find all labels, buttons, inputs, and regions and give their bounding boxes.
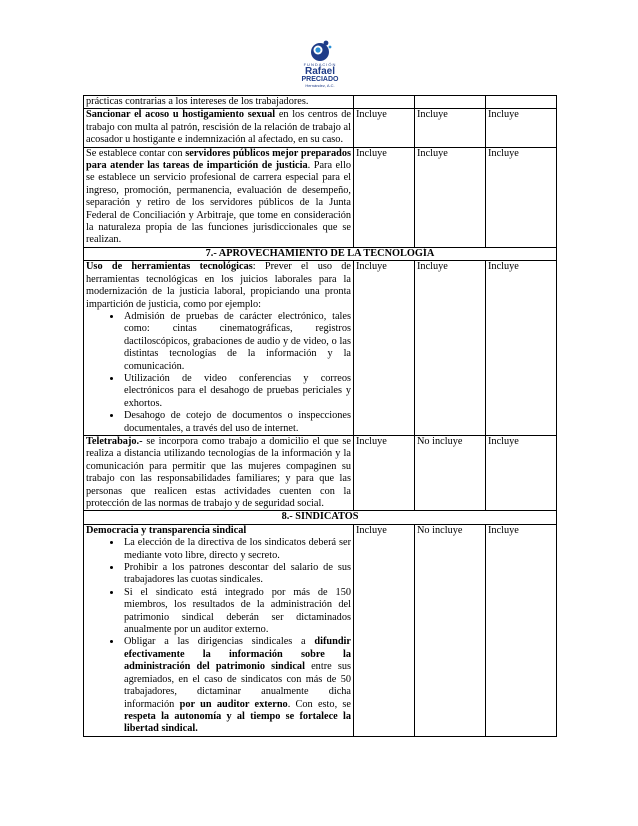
logo-line1: FUNDACIÓN xyxy=(303,62,337,67)
cell-status: Incluye xyxy=(354,147,415,247)
cell-empty xyxy=(486,96,557,109)
cell-status: No incluye xyxy=(415,435,486,510)
row-text: en los centros de trabajo con multa al patrón, rescisión de la relación de trabajo al acosador u hostigante e indemnización al afectado, en su caso. xyxy=(86,109,351,146)
cell-status: Incluye xyxy=(415,109,486,147)
cell-status: Incluye xyxy=(486,524,557,736)
list-item: • Desahogo de cotejo de documentos o inspecciones documentales, a través del uso de internet. xyxy=(122,410,351,435)
cell-status: Incluye xyxy=(486,147,557,247)
cell-empty xyxy=(415,96,486,109)
cell-status: Incluye xyxy=(486,435,557,510)
foundation-logo xyxy=(290,38,350,90)
logo-line2: Rafael xyxy=(304,66,335,77)
table-row xyxy=(84,96,557,109)
list-item: • Utilización de video conferencias y correos electrónicos para el desahogo de pruebas periciales y exhortos. xyxy=(122,373,351,410)
item-bold: difundir efectivamente la información sobre la administración del patrimonio sindical xyxy=(124,636,351,673)
cell-status: Incluye xyxy=(354,435,415,510)
row-text: se incorpora como trabajo a domicilio el que se realiza a distancia utilizando tecnologías de la información y la comunicación para permitir que las mujeres compaginen su trabajo con las responsabilidades familiares; y para que las personas que realicen estas actividades cuenten con la protección de las normas de trabajo y de seguridad social. xyxy=(86,435,351,509)
cell-status: Incluye xyxy=(354,261,415,436)
item-bold: por un auditor externo xyxy=(179,698,288,710)
row-description xyxy=(84,261,354,436)
row-heading: Democracia y transparencia sindical xyxy=(86,524,247,536)
logo-line4: Hernández, A.C. xyxy=(305,83,335,88)
section-title: 8.- SINDICATOS xyxy=(84,511,557,524)
table-row xyxy=(84,524,557,736)
row-bold: Uso de herramientas tecnológicas xyxy=(86,261,253,273)
row-text: Se establece contar con xyxy=(86,147,186,159)
section-header-row xyxy=(84,511,557,524)
cell-status: Incluye xyxy=(415,261,486,436)
cell-empty xyxy=(354,96,415,109)
row-description xyxy=(84,147,354,247)
row-description xyxy=(84,435,354,510)
row-description xyxy=(84,96,354,109)
comparison-table xyxy=(83,95,557,737)
list-item xyxy=(122,636,351,735)
table-row xyxy=(84,261,557,436)
bullet-list xyxy=(86,311,351,435)
cell-status: No incluye xyxy=(415,524,486,736)
row-text: prácticas contrarias a los intereses de los trabajadores. xyxy=(86,96,309,107)
table-row xyxy=(84,435,557,510)
table-row xyxy=(84,109,557,147)
logo-line3: PRECIADO xyxy=(301,76,339,83)
cell-status: Incluye xyxy=(354,109,415,147)
cell-status: Incluye xyxy=(486,109,557,147)
row-description xyxy=(84,524,354,736)
item-text: . Con esto, se xyxy=(287,698,351,710)
section-title: 7.- APROVECHAMIENTO DE LA TECNOLOGÍA xyxy=(84,247,557,260)
row-bold: servidores públicos mejor preparados para atender las tareas de impartición de justicia xyxy=(86,147,351,172)
cell-status: Incluye xyxy=(486,261,557,436)
cell-status: Incluye xyxy=(415,147,486,247)
row-bold: Teletrabajo.- xyxy=(86,435,143,447)
row-bold: Sancionar el acoso u hostigamiento sexual xyxy=(86,109,276,121)
list-item: • La elección de la directiva de los sindicatos deberá ser mediante voto libre, directo y secreto. xyxy=(122,537,351,562)
cell-status: Incluye xyxy=(354,524,415,736)
item-text: entre sus agremiados, en el caso de sindicatos con más de 50 trabajadores, dictaminar anualmente dicha información xyxy=(124,661,352,710)
table-row xyxy=(84,147,557,247)
item-bold: respeta la autonomía y al tiempo se fortalece la libertad sindical. xyxy=(124,710,351,735)
logo-mark-icon xyxy=(305,38,335,62)
list-item: • Admisión de pruebas de carácter electrónico, tales como: cintas cinematográficas, registros dactiloscópicos, grabaciones de audio y de video, o las distintas tecnologías de la información y la comunicación. xyxy=(122,311,351,373)
section-header-row xyxy=(84,247,557,260)
row-text: : Prever el uso de herramientas tecnológicas en los juicios laborales para la modernización de la justicia laboral, propiciando una pronta impartición de justicia, como por ejemplo: xyxy=(86,261,351,310)
list-item: • Prohibir a los patrones descontar del salario de sus trabajadores las cuotas sindicales. xyxy=(122,562,351,587)
item-text: Obligar a las dirigencias sindicales a xyxy=(124,636,315,648)
list-item: • Si el sindicato está integrado por más de 150 miembros, los resultados de la administración del patrimonio sindical deberán ser dictaminados anualmente por un auditor externo. xyxy=(122,587,351,637)
row-text: . Para ello se establece un servicio profesional de carrera especial para el ingreso, promoción, permanencia, evaluación de desempeño, separación y retiro de los servidores públicos de la Junta Federal de Conciliación y Arbitraje, que tome en consideración la naturaleza propia de las funciones jurisdiccionales que se realizan. xyxy=(86,160,351,246)
row-description xyxy=(84,109,354,147)
bullet-list xyxy=(86,537,351,736)
